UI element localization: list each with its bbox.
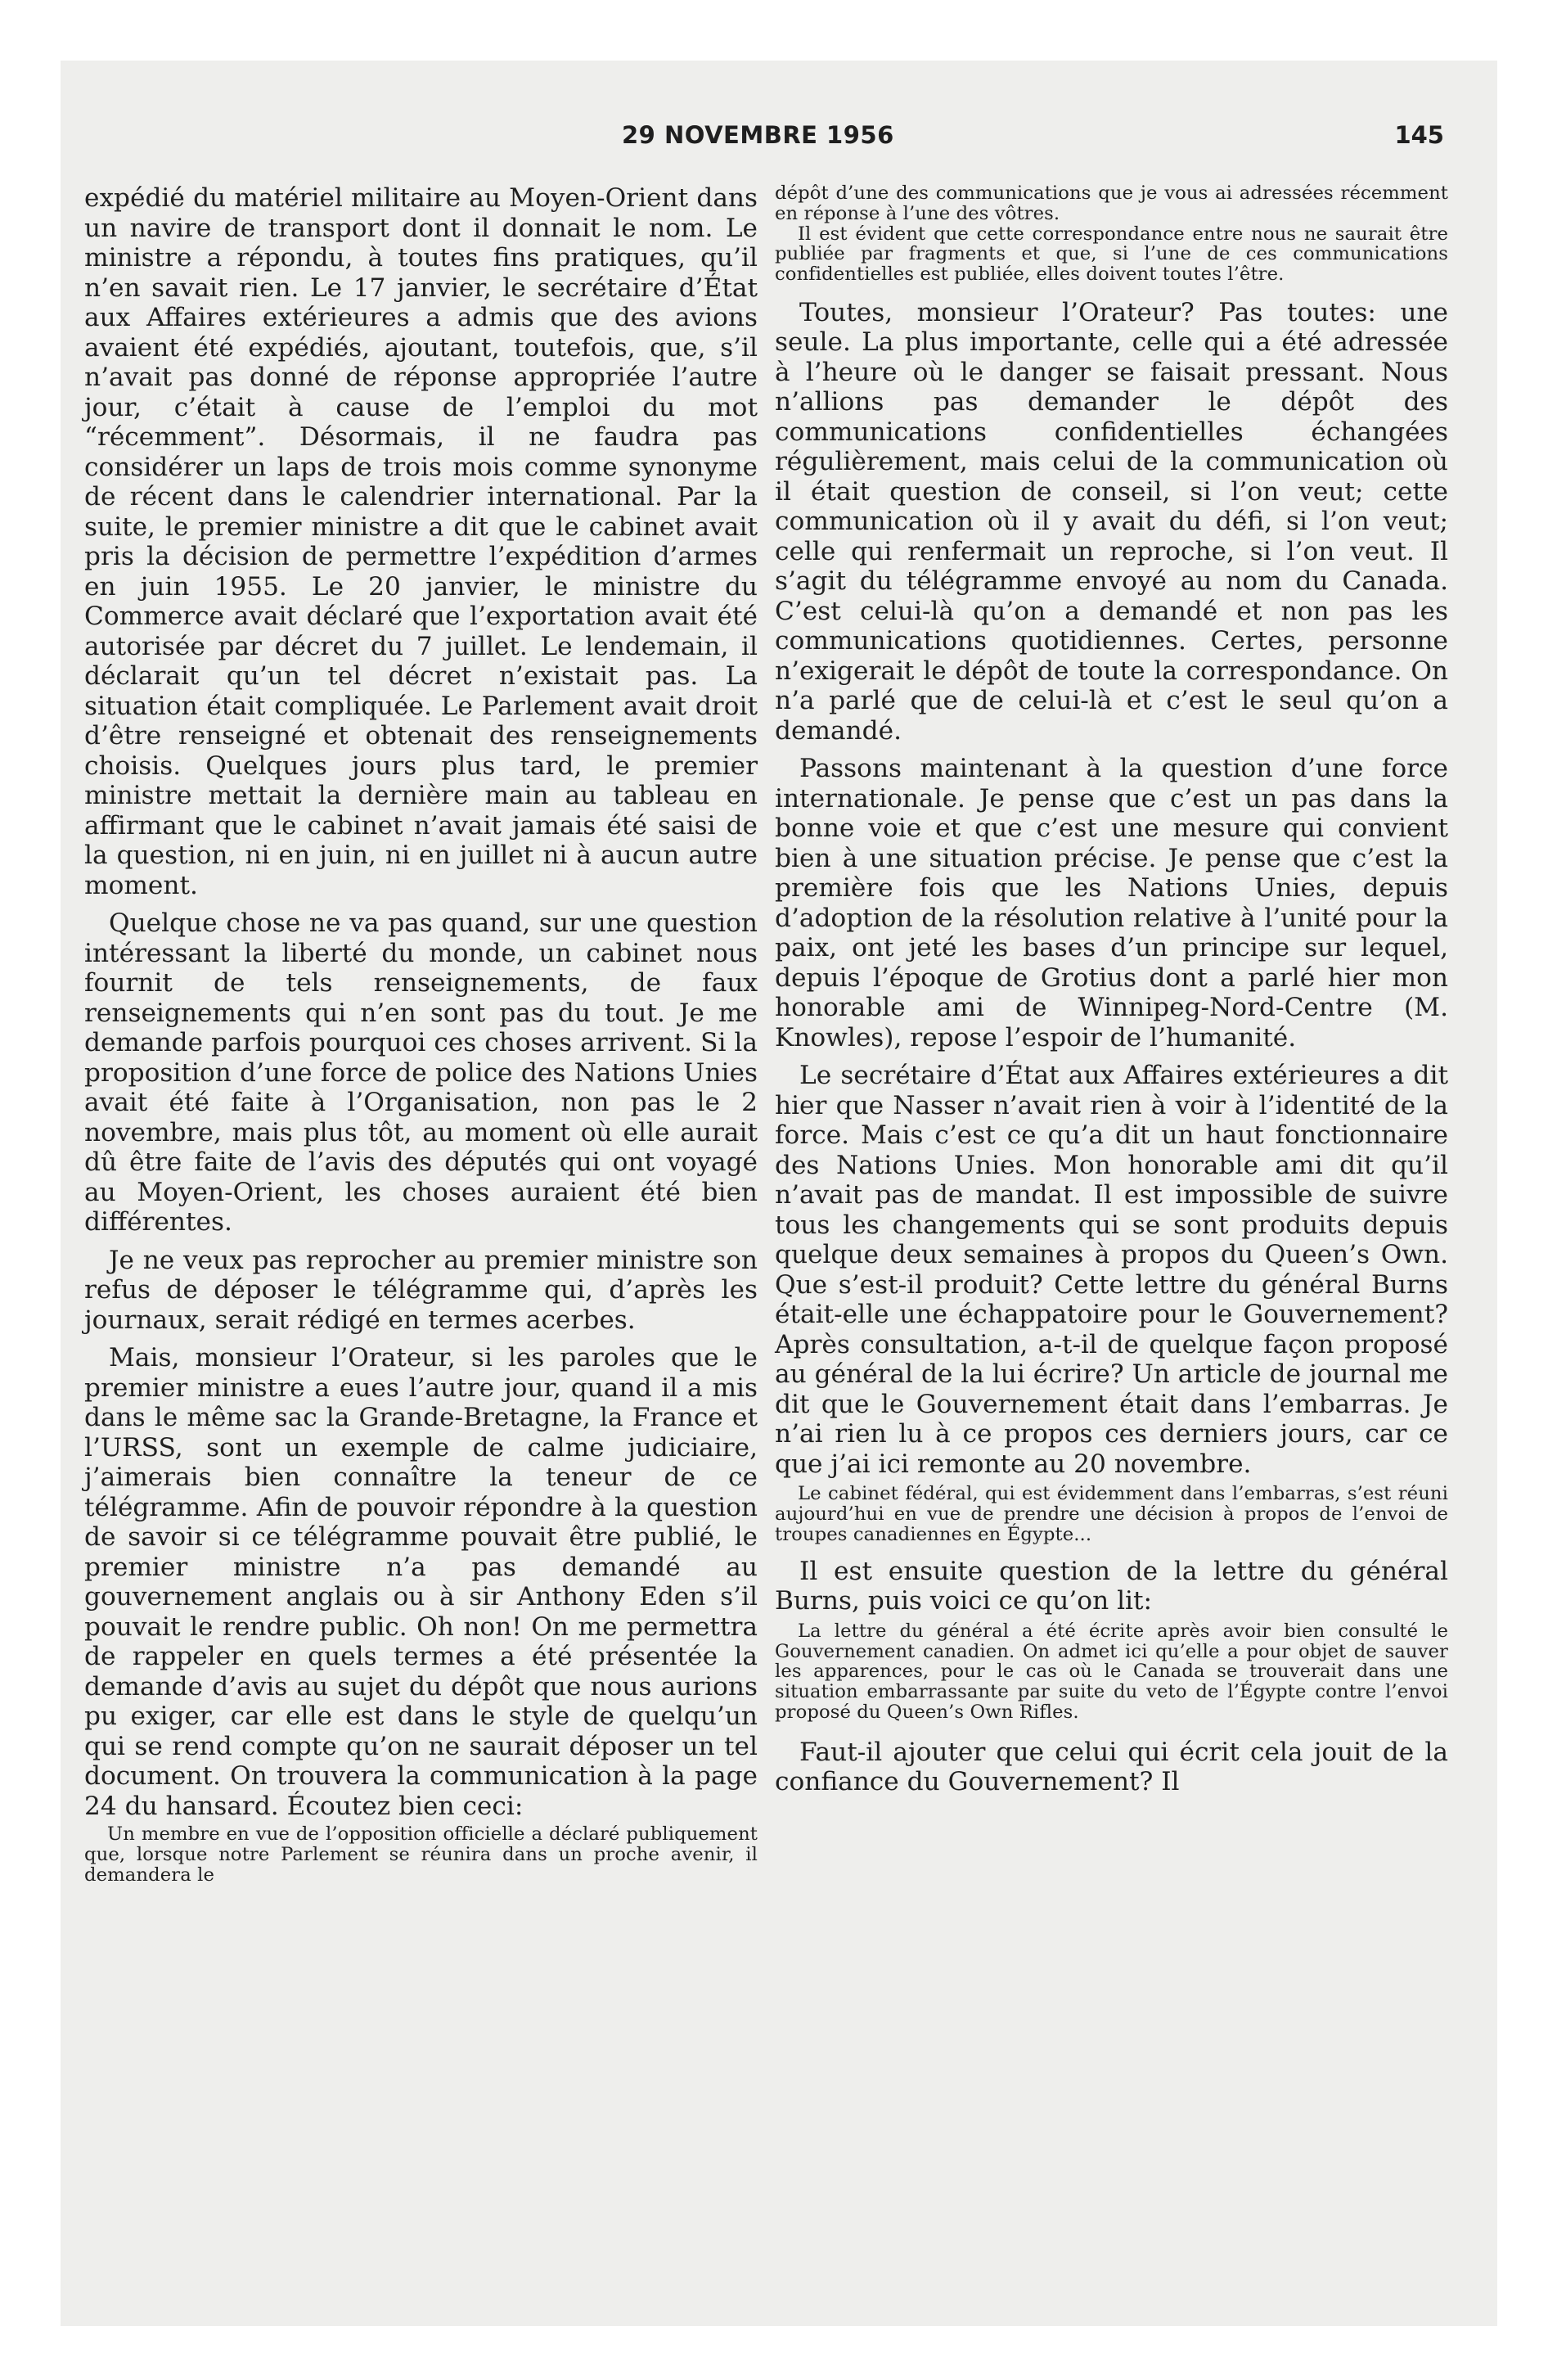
paragraph: Faut-il ajouter que celui qui écrit cela jouit de la confiance du Gouvernement? Il	[775, 1737, 1448, 1797]
paragraph: Quelque chose ne va pas quand, sur une question intéressant la liberté du monde, un cabinet nous fournit de tels renseignements, de faux renseignements qui n’en sont pas du tout. Je me demande parfois pourquoi ces choses arrivent. Si la proposition d’une force de police des Nations Unies avait été faite à l’Organisation, non pas le 2 novembre, mais plus tôt, au moment où elle aurait dû être faite de l’avis des députés qui ont voyagé au Moyen-Orient, les choses auraient été bien différentes.	[84, 908, 758, 1237]
page-header	[622, 121, 1444, 154]
quoted-text: dépôt d’une des communications que je vous ai adressées récemment en réponse à l’une des vôtres.	[775, 183, 1448, 224]
quoted-text: Il est évident que cette correspondance entre nous ne saurait être publiée par fragments et que, si l’une de ces communications confidentielles est publiée, elles doivent toutes l’être.	[775, 223, 1448, 286]
paragraph: Passons maintenant à la question d’une force internationale. Je pense que c’est un pas dans la bonne voie et que c’est une mesure qui convient bien à une situation précise. Je pense que c’est la première fois que les Nations Unies, depuis d’adoption de la résolution relative à l’unité pour la paix, ont jeté les bases d’un principe sur lequel, depuis l’époque de Grotius dont a parlé hier mon honorable ami de Winnipeg-Nord-Centre (M. Knowles), repose l’espoir de l’humanité.	[775, 754, 1448, 1053]
header-date: 29 NOVEMBRE 1956	[622, 121, 894, 149]
paragraph: Le secrétaire d’État aux Affaires extérieures a dit hier que Nasser n’avait rien à voir à l’identité de la force. Mais c’est ce qu’a dit un haut fonctionnaire des Nations Unies. Mon honorable ami dit qu’il n’avait pas de mandat. Il est impossible de suivre tous les changements qui se sont produits depuis quelque deux semaines à propos du Queen’s Own. Que s’est-il produit? Cette lettre du général Burns était-elle une échappatoire pour le Gouvernement? Après consultation, a-t-il de quelque façon proposé au général de la lui écrire? Un article de journal me dit que le Gouvernement était dans l’embarras. Je n’ai rien lu à ce propos ces derniers jours, car ce que j’ai ici remonte au 20 novembre.	[775, 1061, 1448, 1479]
paragraph: Toutes, monsieur l’Orateur? Pas toutes: une seule. La plus importante, celle qui a été adressée à l’heure où le danger se faisait pressant. Nous n’allions pas demander le dépôt des communications confidentielles échangées régulièrement, mais celui de la communication où il était question de conseil, si l’on veut; cette communication où il y avait du défi, si l’on veut; celle qui renfermait un reproche, si l’on veut. Il s’agit du télégramme envoyé au nom du Canada. C’est celui-là qu’on a demandé et non pas les communications quotidiennes. Certes, personne n’exigerait le dépôt de toute la correspondance. On n’a parlé que de celui-là et c’est le seul qu’on a demandé.	[775, 297, 1448, 746]
page-number: 145	[1394, 121, 1444, 149]
paragraph: Je ne veux pas reprocher au premier ministre son refus de déposer le télégramme qui, d’après les journaux, serait rédigé en termes acerbes.	[84, 1245, 758, 1335]
quoted-text: Le cabinet fédéral, qui est évidemment dans l’embarras, s’est réuni aujourd’hui en vue de prendre une décision à propos de l’envoi de troupes canadiennes en Égypte...	[775, 1483, 1448, 1546]
paragraph: Mais, monsieur l’Orateur, si les paroles que le premier ministre a eues l’autre jour, quand il a mis dans le même sac la Grande-Bretagne, la France et l’URSS, sont un exemple de calme judiciaire, j’aimerais bien connaître la teneur de ce télégramme. Afin de pouvoir répondre à la question de savoir si ce télégramme pouvait être publié, le premier ministre n’a pas demandé au gouvernement anglais ou à sir Anthony Eden s’il pouvait le rendre public. Oh non! On me permettra de rappeler en quels termes a été présentée la demande d’avis au sujet du dépôt que nous aurions pu exiger, car elle est dans le style de quelqu’un qui se rend compte qu’on ne saurait déposer un tel document. On trouvera la communication à la page 24 du hansard. Écoutez bien ceci:	[84, 1343, 758, 1821]
quoted-text: La lettre du général a été écrite après avoir bien consulté le Gouvernement canadien. On admet ici qu’elle a pour objet de sauver les apparences, pour le cas où le Canada se trouverait dans une situation embarrassante par suite du veto de l’Égypte contre l’envoi proposé du Queen’s Own Rifles.	[775, 1620, 1448, 1724]
paragraph: expédié du matériel militaire au Moyen-Orient dans un navire de transport dont il donnait le nom. Le ministre a répondu, à toutes fins pratiques, qu’il n’en savait rien. Le 17 janvier, le secrétaire d’État aux Affaires extérieures a admis que des avions avaient été expédiés, ajoutant, toutefois, que, s’il n’avait pas donné de réponse appropriée l’autre jour, c’était à cause de l’emploi du mot “récemment”. Désormais, il ne faudra pas considérer un laps de trois mois comme synonyme de récent dans le calendrier international. Par la suite, le premier ministre a dit que le cabinet avait pris la décision de permettre l’expédition d’armes en juin 1955. Le 20 janvier, le ministre du Commerce avait déclaré que l’exportation avait été autorisée par décret du 7 juillet. Le lendemain, il déclarait qu’un tel décret n’existait pas. La situation était compliquée. Le Parlement avait droit d’être renseigné et obtenait des renseignements choisis. Quelques jours plus tard, le premier ministre mettait la dernière main au tableau en affirmant que le cabinet n’avait jamais été saisi de la question, ni en juin, ni en juillet ni à aucun autre moment.	[84, 183, 758, 900]
quoted-text: Un membre en vue de l’opposition officielle a déclaré publiquement que, lorsque notre Parlement se réunira dans un proche avenir, il demandera le	[84, 1823, 758, 1886]
paragraph: Il est ensuite question de la lettre du général Burns, puis voici ce qu’on lit:	[775, 1556, 1448, 1616]
right-column	[775, 183, 1448, 1797]
left-column	[84, 183, 758, 1885]
